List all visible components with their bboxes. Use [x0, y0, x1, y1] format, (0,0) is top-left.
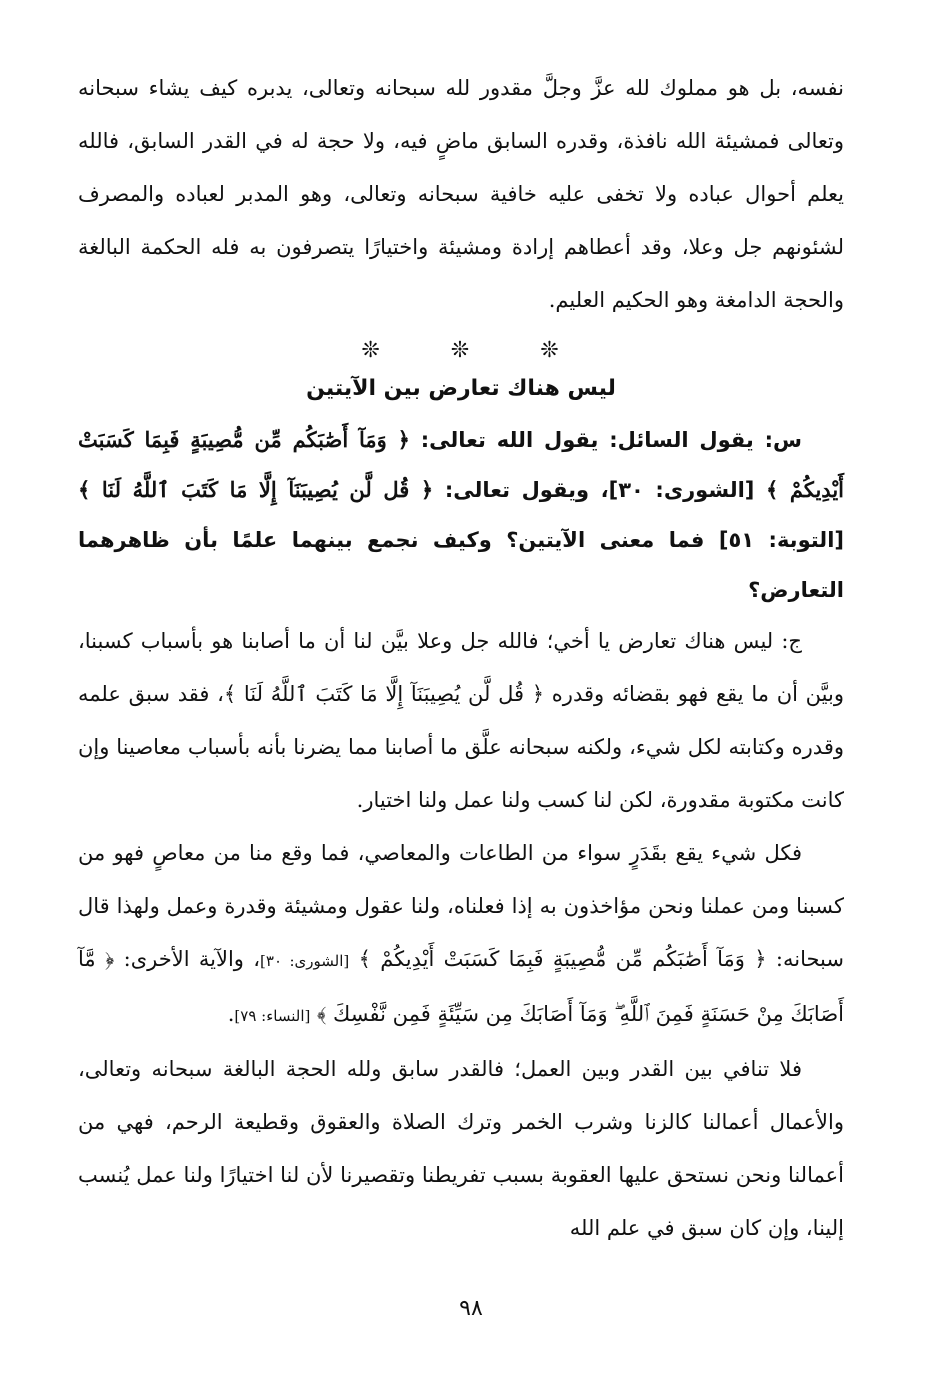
section-separator [78, 335, 844, 367]
page-body [78, 62, 844, 1344]
quran-verse: ﴿ قُل لَّن يُصِيبَنَآ إِلَّا مَا كَتَبَ ٱللَّهُ لَنَا ﴾ [78, 477, 434, 502]
question-text: [التوبة: ٥١] فما معنى الآيتين؟ وكيف نجمع بينهما علمًا بأن ظاهرهما التعارض؟ [78, 528, 844, 602]
question-text: [الشورى: ٣٠]، ويقول تعالى: [444, 478, 755, 502]
verse-reference: [الشورى: ٣٠] [260, 952, 350, 970]
page-number: ٩٨ [459, 1296, 483, 1321]
answer-paragraph [78, 827, 844, 1043]
quran-verse: ﴿ مَّآ أَصَابَكَ مِنْ حَسَنَةٍ فَمِنَ ٱللَّهِ ۖ وَمَآ أَصَابَكَ مِن سَيِّئَةٍ فَمِن نَّفْسِكَ ﴾ [78, 947, 844, 1026]
question-text: س: يقول السائل: يقول الله تعالى: [420, 428, 803, 452]
intro-paragraph: نفسه، بل هو مملوك لله عزَّ وجلَّ مقدور لله سبحانه وتعالى، يدبره كيف يشاء سبحانه وتعالى فمشيئة الله نافذة، وقدره السابق ماضٍ فيه، ولا حجة له في القدر السابق، فالله يعلم أحوال عباده ولا تخفى عليه خافية سبحانه وتعالى، وهو المدبر لعباده والمصرف لشئونهم جل وعلا، وقد أعطاهم إرادة ومشيئة واختيارًا يتصرفون به فله الحكمة البالغة والحجة الدامغة وهو الحكيم العليم. [78, 76, 844, 312]
quran-verse: ﴿ وَمَآ أَصَٰبَكُم مِّن مُّصِيبَةٍ فَبِمَا كَسَبَتْ أَيْدِيكُمْ ﴾ [358, 947, 767, 971]
section-heading: ليس هناك تعارض بين الآيتين [306, 376, 616, 401]
answer-text: ، فقد سبق علمه وقدره وكتابته لكل شيء، ولكنه سبحانه علَّق ما أصابنا مما يضرنا بأنه بأسباب معاصينا وإن كانت مكتوبة مقدورة، لكن لنا كسب ولنا عمل ولنا اختيار. [78, 682, 845, 812]
answer-paragraph: فلا تنافي بين القدر وبين العمل؛ فالقدر سابق ولله الحجة البالغة سبحانه وتعالى، والأعمال أعمالنا كالزنا وشرب الخمر وترك الصلاة والعقوق وقطيعة الرحم، فهي من أعمالنا ونحن نستحق عليها العقوبة بسبب تفريطنا وتقصيرنا لأن لنا اختيارًا ولنا عمل يُنسب إلينا، وإن كان سبق في علم الله [78, 1057, 844, 1240]
quran-verse: ﴿ قُل لَّن يُصِيبَنَآ إِلَّا مَا كَتَبَ ٱللَّهُ لَنَا ﴾ [223, 682, 545, 706]
star-ornament-icon: ❊ [450, 338, 472, 363]
star-ornament-icon: ❊ [361, 338, 382, 363]
star-ornament-icon: ❊ [540, 338, 561, 363]
answer-text: ج: ليس هناك تعارض يا أخي؛ فالله جل وعلا بيَّن لنا أن ما أصابنا هو بأسباب كسبنا، وبيَّن أن ما يقع فهو بقضائه وقدره [78, 629, 844, 706]
answer-paragraph [78, 615, 844, 827]
answer-text: . [227, 1002, 235, 1026]
quran-verse: ﴿ وَمَآ أَصَٰبَكُم مِّن مُّصِيبَةٍ فَبِمَا كَسَبَتْ أَيْدِيكُمْ ﴾ [78, 427, 845, 502]
verse-reference: [النساء: ٧٩] [234, 1007, 311, 1025]
answer-text: فكل شيء يقع بقَدَرٍ سواء من الطاعات والمعاصي، فما وقع منا من معاصٍ فهو من كسبنا ومن عملنا ونحن مؤاخذون به إذا فعلناه، ولنا عقول ومشيئة وقدرة وعمل ولهذا قال سبحانه: [78, 841, 844, 971]
question-paragraph [78, 415, 844, 615]
answer-text: ، والآية الأخرى: [123, 947, 261, 971]
